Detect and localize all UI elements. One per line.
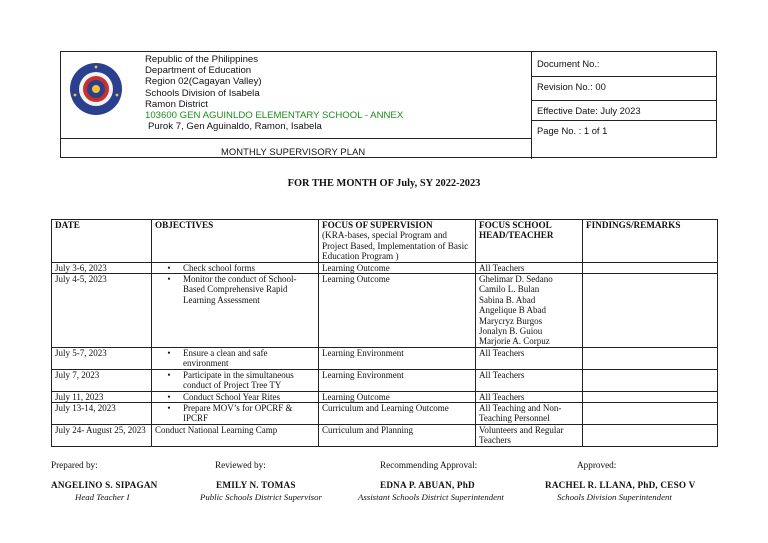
recommending-name: EDNA P. ABUAN, PhD bbox=[380, 480, 475, 490]
divider bbox=[61, 138, 531, 139]
cell-findings bbox=[583, 424, 718, 446]
cell-focus: Learning Outcome bbox=[319, 262, 476, 273]
approved-name: RACHEL R. LLANA, PhD, CESO V bbox=[545, 480, 696, 490]
cell-findings bbox=[583, 347, 718, 369]
address-line: Department of Education bbox=[145, 65, 252, 77]
cell-date: July 7, 2023 bbox=[52, 369, 152, 391]
table-header-row bbox=[52, 220, 718, 263]
agency-address-block bbox=[145, 54, 403, 132]
bullet-item bbox=[155, 392, 315, 402]
revision-number: Revision No.: 00 bbox=[537, 81, 606, 92]
cell-objective: Conduct National Learning Camp bbox=[152, 424, 319, 446]
cell-date: July 4-5, 2023 bbox=[52, 274, 152, 348]
table-row bbox=[52, 369, 718, 391]
bullet-icon: • bbox=[167, 347, 171, 358]
cell-focus: Learning Outcome bbox=[319, 274, 476, 348]
objective-text: Check school forms bbox=[183, 262, 255, 273]
bullet-item bbox=[155, 274, 315, 305]
plan-title: MONTHLY SUPERVISORY PLAN bbox=[221, 146, 366, 157]
table-row bbox=[52, 402, 718, 424]
cell-objective bbox=[152, 274, 319, 348]
table-body bbox=[52, 262, 718, 446]
bullet-item bbox=[155, 263, 315, 273]
cell-findings bbox=[583, 391, 718, 402]
table-row bbox=[52, 424, 718, 446]
bullet-icon: • bbox=[167, 369, 171, 380]
column-header-date: DATE bbox=[52, 220, 152, 263]
divider bbox=[531, 52, 532, 159]
column-header-objectives: OBJECTIVES bbox=[152, 220, 319, 263]
school-name: 103600 GEN AGUINLDO ELEMENTARY SCHOOL - ANNEX bbox=[145, 110, 404, 122]
deped-seal-icon bbox=[69, 62, 123, 116]
document-number: Document No.: bbox=[537, 58, 600, 69]
column-header-school: FOCUS SCHOOL HEAD/TEACHER bbox=[476, 220, 583, 263]
objective-text: Monitor the conduct of School-Based Comprehensive Rapid Learning Assessment bbox=[183, 274, 297, 305]
table-row bbox=[52, 391, 718, 402]
supervisory-plan-table bbox=[51, 219, 718, 447]
cell-focus: Curriculum and Learning Outcome bbox=[319, 402, 476, 424]
cell-focus: Learning Environment bbox=[319, 369, 476, 391]
cell-focus: Learning Environment bbox=[319, 347, 476, 369]
objective-text: Ensure a clean and safe environment bbox=[183, 347, 268, 369]
cell-teacher: All Teachers bbox=[476, 391, 583, 402]
cell-teacher: All Teachers bbox=[476, 369, 583, 391]
prepared-label: Prepared by: bbox=[51, 460, 98, 470]
cell-objective bbox=[152, 402, 319, 424]
page-number: Page No. : 1 of 1 bbox=[537, 125, 608, 136]
cell-focus: Learning Outcome bbox=[319, 391, 476, 402]
cell-objective bbox=[152, 262, 319, 273]
address-line: Schools Division of Isabela bbox=[145, 87, 260, 99]
cell-teacher: Volunteers and Regular Teachers bbox=[476, 424, 583, 446]
cell-teacher: All Teachers bbox=[476, 347, 583, 369]
cell-date: July 24- August 25, 2023 bbox=[52, 424, 152, 446]
column-header-findings: FINDINGS/REMARKS bbox=[583, 220, 718, 263]
reviewed-name: EMILY N. TOMAS bbox=[216, 480, 296, 490]
cell-findings bbox=[583, 402, 718, 424]
cell-findings bbox=[583, 274, 718, 348]
month-title: FOR THE MONTH OF July, SY 2022-2023 bbox=[287, 178, 481, 189]
cell-objective bbox=[152, 347, 319, 369]
cell-teacher: Ghelimar D. Sedano Camilo L. Bulan Sabina B. Abad Angelique B Abad Marycryz Burgos Jonalyn B. Guiou Marjorie A. Corpuz bbox=[476, 274, 583, 348]
cell-teacher: All Teaching and Non-Teaching Personnel bbox=[476, 402, 583, 424]
objective-text: Prepare MOV’s for OPCRF & IPCRF bbox=[183, 402, 293, 424]
cell-date: July 11, 2023 bbox=[52, 391, 152, 402]
recommending-label: Recommending Approval: bbox=[380, 460, 478, 470]
prepared-position: Head Teacher I bbox=[75, 492, 130, 502]
table-row bbox=[52, 347, 718, 369]
table-row bbox=[52, 262, 718, 273]
approved-position: Schools Division Superintendent bbox=[557, 492, 672, 502]
address-line: Republic of the Philippines bbox=[145, 54, 259, 65]
address-line: Region 02(Cagayan Valley) bbox=[145, 76, 262, 88]
cell-date: July 5-7, 2023 bbox=[52, 347, 152, 369]
cell-objective bbox=[152, 391, 319, 402]
effective-date: Effective Date: July 2023 bbox=[537, 105, 641, 116]
bullet-item bbox=[155, 403, 315, 424]
bullet-icon: • bbox=[167, 402, 171, 413]
focus-header-title: FOCUS OF SUPERVISION bbox=[322, 220, 433, 230]
cell-date: July 13-14, 2023 bbox=[52, 402, 152, 424]
cell-objective bbox=[152, 369, 319, 391]
divider bbox=[532, 120, 717, 121]
column-header-focus bbox=[319, 220, 476, 263]
reviewed-label: Reviewed by: bbox=[215, 460, 266, 470]
address-line: Ramon District bbox=[145, 98, 208, 110]
bullet-icon: • bbox=[167, 262, 171, 273]
reviewed-position: Public Schools District Supervisor bbox=[200, 492, 322, 502]
recommending-position: Assistant Schools District Superintendent bbox=[358, 492, 504, 502]
cell-date: July 3-6, 2023 bbox=[52, 262, 152, 273]
objective-text: Participate in the simultaneous conduct of Project Tree TY bbox=[183, 369, 294, 391]
table-row bbox=[52, 274, 718, 348]
divider bbox=[532, 100, 717, 101]
bullet-icon: • bbox=[167, 274, 171, 285]
bullet-item bbox=[155, 370, 315, 391]
focus-header-subtitle: (KRA-bases, special Program and Project Based, Implementation of Basic Education Program ) bbox=[322, 230, 469, 262]
bullet-item bbox=[155, 348, 315, 369]
prepared-name: ANGELINO S. SIPAGAN bbox=[51, 480, 158, 490]
divider bbox=[532, 76, 717, 77]
approved-label: Approved: bbox=[577, 460, 617, 470]
document-header bbox=[60, 51, 717, 158]
cell-teacher: All Teachers bbox=[476, 262, 583, 273]
school-address: Purok 7, Gen Aguinaldo, Ramon, Isabela bbox=[148, 121, 322, 133]
cell-findings bbox=[583, 262, 718, 273]
objective-text: Conduct School Year Rites bbox=[183, 391, 281, 402]
bullet-icon: • bbox=[167, 391, 171, 402]
cell-findings bbox=[583, 369, 718, 391]
cell-focus: Curriculum and Planning bbox=[319, 424, 476, 446]
